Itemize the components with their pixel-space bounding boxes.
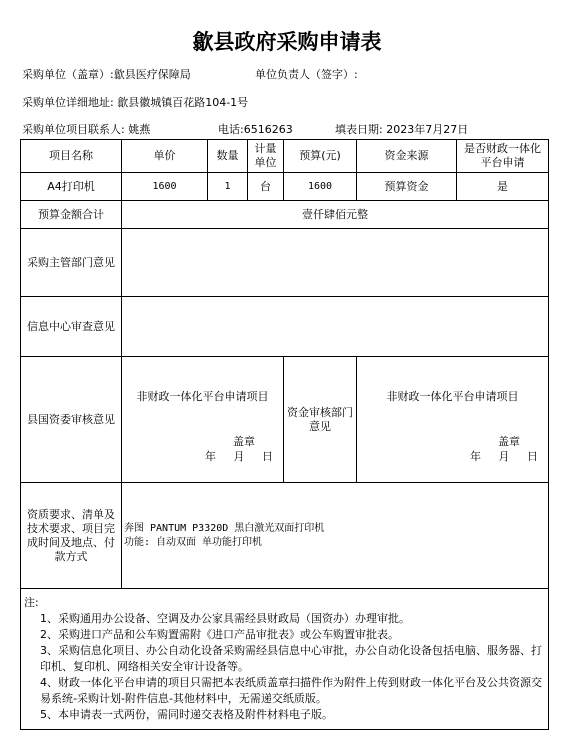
- procurement-table: [20, 139, 549, 730]
- approval-row: [21, 357, 549, 483]
- dept-opinion-value: [122, 229, 549, 297]
- info-opinion-label: 信息中心审查意见: [21, 297, 122, 357]
- total-value: 壹仟肆佰元整: [122, 201, 549, 229]
- phone-label: 电话:: [218, 123, 244, 136]
- requirements-line-2: 功能: 自动双面 单功能打印机: [124, 536, 263, 548]
- header-budget: 预算(元): [284, 140, 357, 173]
- header-row: [21, 140, 549, 173]
- date-row: [335, 121, 468, 137]
- dept-opinion-label: 采购主管部门意见: [21, 229, 122, 297]
- requirements-value: [122, 483, 549, 589]
- county-non-platform-text: 非财政一体化平台申请项目: [136, 390, 269, 403]
- contact-row: [22, 121, 150, 137]
- fund-opinion: [357, 357, 549, 483]
- unit-value: 歙县医疗保障局: [113, 68, 191, 81]
- fund-date-text: 年 月 日: [470, 450, 538, 463]
- table-row: [21, 173, 549, 201]
- form-title: 歙县政府采购申请表: [192, 29, 382, 54]
- county-label: 县国资委审核意见: [21, 357, 122, 483]
- total-label: 预算金额合计: [21, 201, 122, 229]
- cell-platform: 是: [457, 173, 549, 201]
- header-item: 项目名称: [21, 140, 122, 173]
- cell-budget: 1600: [284, 173, 357, 201]
- requirements-row: [21, 483, 549, 589]
- contact-value: 姚燕: [128, 123, 151, 136]
- fund-non-platform-text: 非财政一体化平台申请项目: [386, 390, 519, 403]
- unit-label: 采购单位（盖章）:: [22, 68, 114, 81]
- cell-qty: 1: [208, 173, 248, 201]
- note-item: 5、本申请表一式两份，需同时递交表格及附件材料电子版。: [40, 708, 333, 721]
- date-label: 填表日期:: [335, 123, 383, 136]
- county-seal-text: 盖章: [233, 435, 255, 448]
- total-row: [21, 201, 549, 229]
- info-opinion-row: [21, 297, 549, 357]
- notes-title: 注:: [24, 596, 39, 609]
- header-source: 资金来源: [357, 140, 457, 173]
- dept-opinion-row: [21, 229, 549, 297]
- county-opinion: [122, 357, 284, 483]
- cell-source: 预算资金: [357, 173, 457, 201]
- fund-label: 资金审核部门意见: [284, 357, 357, 483]
- info-opinion-value: [122, 297, 549, 357]
- cell-unit: 台: [248, 173, 284, 201]
- address-label: 采购单位详细地址:: [22, 96, 114, 109]
- date-value: 2023年7月27日: [386, 123, 469, 136]
- header-unit: 计量单位: [248, 140, 284, 173]
- note-item: 4、财政一体化平台申请的项目只需把本表纸质盖章扫描件作为附件上传到财政一体化平台及公共资源交易系统-采购计划-附件信息-其他材料中，无需递交纸质版。: [40, 676, 542, 705]
- phone-row: [218, 121, 293, 137]
- note-item: 2、采购进口产品和公车购置需附《进口产品审批表》或公车购置审批表。: [40, 628, 399, 641]
- cell-price: 1600: [122, 173, 208, 201]
- head-label: 单位负责人（签字）:: [255, 68, 358, 81]
- header-qty: 数量: [208, 140, 248, 173]
- fund-seal-text: 盖章: [498, 435, 520, 448]
- notes-row: [21, 589, 549, 730]
- county-date-text: 年 月 日: [205, 450, 273, 463]
- contact-label: 采购单位项目联系人:: [22, 123, 125, 136]
- unit-row: [22, 66, 191, 82]
- notes: [21, 589, 549, 730]
- requirements-line-1: 奔图 PANTUM P3320D 黑白激光双面打印机: [124, 522, 325, 534]
- header-price: 单价: [122, 140, 208, 173]
- cell-item: A4打印机: [21, 173, 122, 201]
- phone-value: 6516263: [243, 123, 293, 136]
- note-item: 3、采购信息化项目、办公自动化设备采购需经县信息中心审批，办公自动化设备包括电脑、服务器、打印机、复印机、网络相关安全审计设备等。: [40, 644, 542, 673]
- address-value: 歙县徽城镇百花路104-1号: [117, 96, 249, 109]
- note-item: 1、采购通用办公设备、空调及办公家具需经县财政局（国资办）办理审批。: [40, 612, 410, 625]
- requirements-label: 资质要求、清单及技术要求、项目完成时间及地点、付款方式: [21, 483, 122, 589]
- address-row: [22, 94, 248, 110]
- header-platform: 是否财政一体化平台申请: [457, 140, 549, 173]
